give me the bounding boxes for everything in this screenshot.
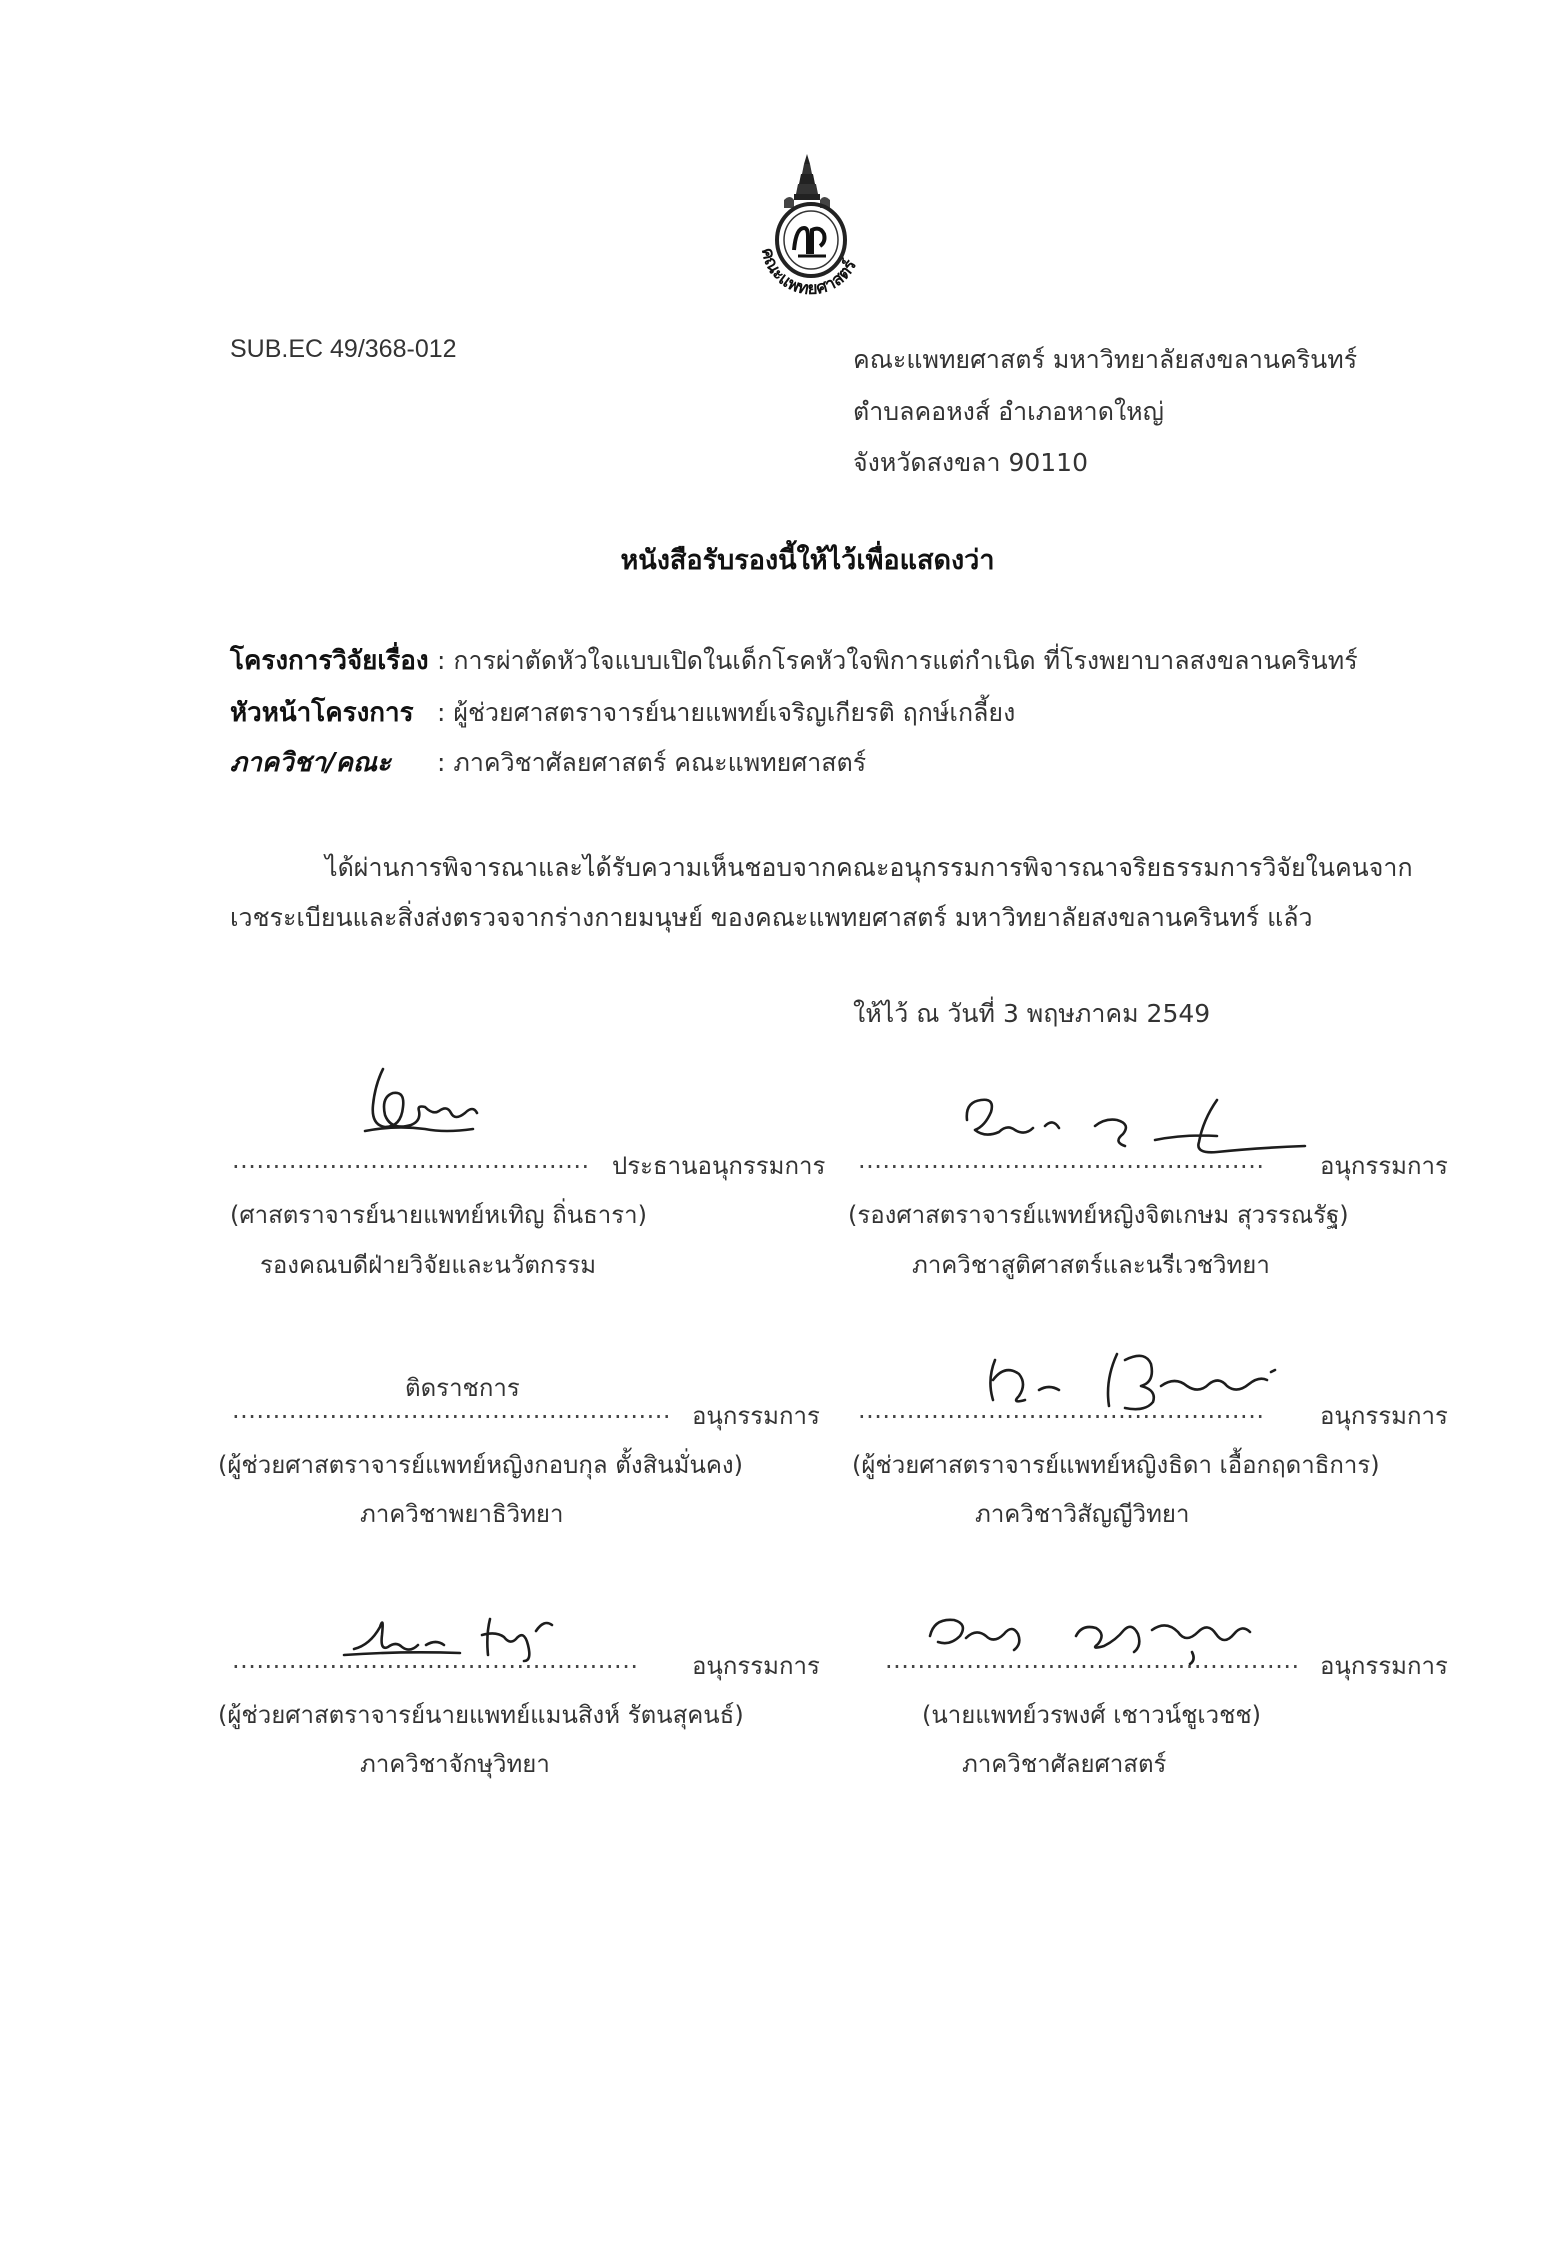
issue-date: ให้ไว้ ณ วันที่ 3 พฤษภาคม 2549 [853,999,1211,1028]
seal-arc-text: คณะแพทยศาสตร์ [756,246,861,300]
head-value: : ผู้ช่วยศาสตราจารย์นายแพทย์เจริญเกียรติ ฤกษ์เกลี้ยง [437,698,1016,727]
project-label: โครงการวิจัยเรื่อง [230,646,429,676]
chair-signature [355,1055,495,1145]
member4-name: (ผู้ช่วยศาสตราจารย์นายแพทย์แมนสิงห์ รัตนสุคนธ์) [218,1701,744,1729]
member1-name: (รองศาสตราจารย์แพทย์หญิงจิตเกษม สุวรรณรัฐ) [848,1201,1349,1229]
chair-name: (ศาสตราจารย์นายแพทย์หเทิญ ถิ่นธารา) [230,1201,647,1229]
department-value: : ภาควิชาศัลยศาสตร์ คณะแพทยศาสตร์ [437,748,867,777]
address-line-3: จังหวัดสงขลา 90110 [853,448,1088,477]
address-line-1: คณะแพทยศาสตร์ มหาวิทยาลัยสงขลานครินทร์ [853,345,1358,374]
document-title: หนังสือรับรองนี้ให้ไว้เพื่อแสดงว่า [620,545,995,576]
chair-position: รองคณบดีฝ่ายวิจัยและนวัตกรรม [260,1251,597,1279]
chair-dotted-line: ............................................ [232,1146,590,1174]
member2-role: อนุกรรมการ [692,1402,820,1430]
member3-position: ภาควิชาวิสัญญีวิทยา [975,1500,1190,1528]
member5-dotted-line: ................................................... [885,1646,1300,1674]
department-label: ภาควิชา/คณะ [230,748,391,778]
member5-position: ภาควิชาศัลยศาสตร์ [962,1750,1167,1778]
address-line-2: ตำบลคอหงส์ อำเภอหาดใหญ่ [853,397,1164,426]
faculty-seal-icon [732,150,882,315]
member2-away-note: ติดราชการ [405,1374,520,1402]
member1-position: ภาควิชาสูติศาสตร์และนรีเวชวิทยา [912,1251,1270,1279]
member5-name: (นายแพทย์วรพงศ์ เชาวน์ชูเวชช) [922,1701,1262,1729]
member2-name: (ผู้ช่วยศาสตราจารย์แพทย์หญิงกอบกุล ตั้งสินมั่นคง) [218,1451,743,1479]
member1-dotted-line: .................................................. [858,1146,1265,1174]
member2-dotted-line: ...................................................... [232,1396,671,1424]
member3-name: (ผู้ช่วยศาสตราจารย์แพทย์หญิงธิดา เอื้อกฤดาธิการ) [852,1451,1380,1479]
chair-role: ประธานอนุกรรมการ [612,1152,826,1180]
reference-number: SUB.EC 49/368-012 [230,335,457,363]
body-line-2: เวชระเบียนและสิ่งส่งตรวจจากร่างกายมนุษย์ ของคณะแพทยศาสตร์ มหาวิทยาลัยสงขลานครินทร์ แล้ว [230,903,1313,932]
head-label: หัวหน้าโครงการ [230,698,414,728]
member1-role: อนุกรรมการ [1320,1152,1448,1180]
member5-role: อนุกรรมการ [1320,1652,1448,1680]
member3-role: อนุกรรมการ [1320,1402,1448,1430]
body-line-1: ได้ผ่านการพิจารณาและได้รับความเห็นชอบจากคณะอนุกรรมการพิจารณาจริยธรรมการวิจัยในคนจาก [325,853,1413,882]
svg-text:คณะแพทยศาสตร์ [757,246,861,299]
member4-position: ภาควิชาจักษุวิทยา [360,1750,550,1778]
member2-position: ภาควิชาพยาธิวิทยา [360,1500,564,1528]
member3-dotted-line: .................................................. [858,1396,1265,1424]
project-value: : การผ่าตัดหัวใจแบบเปิดในเด็กโรคหัวใจพิการแต่กำเนิด ที่โรงพยาบาลสงขลานครินทร์ [437,646,1358,675]
member4-role: อนุกรรมการ [692,1652,820,1680]
member4-dotted-line: .................................................. [232,1646,639,1674]
